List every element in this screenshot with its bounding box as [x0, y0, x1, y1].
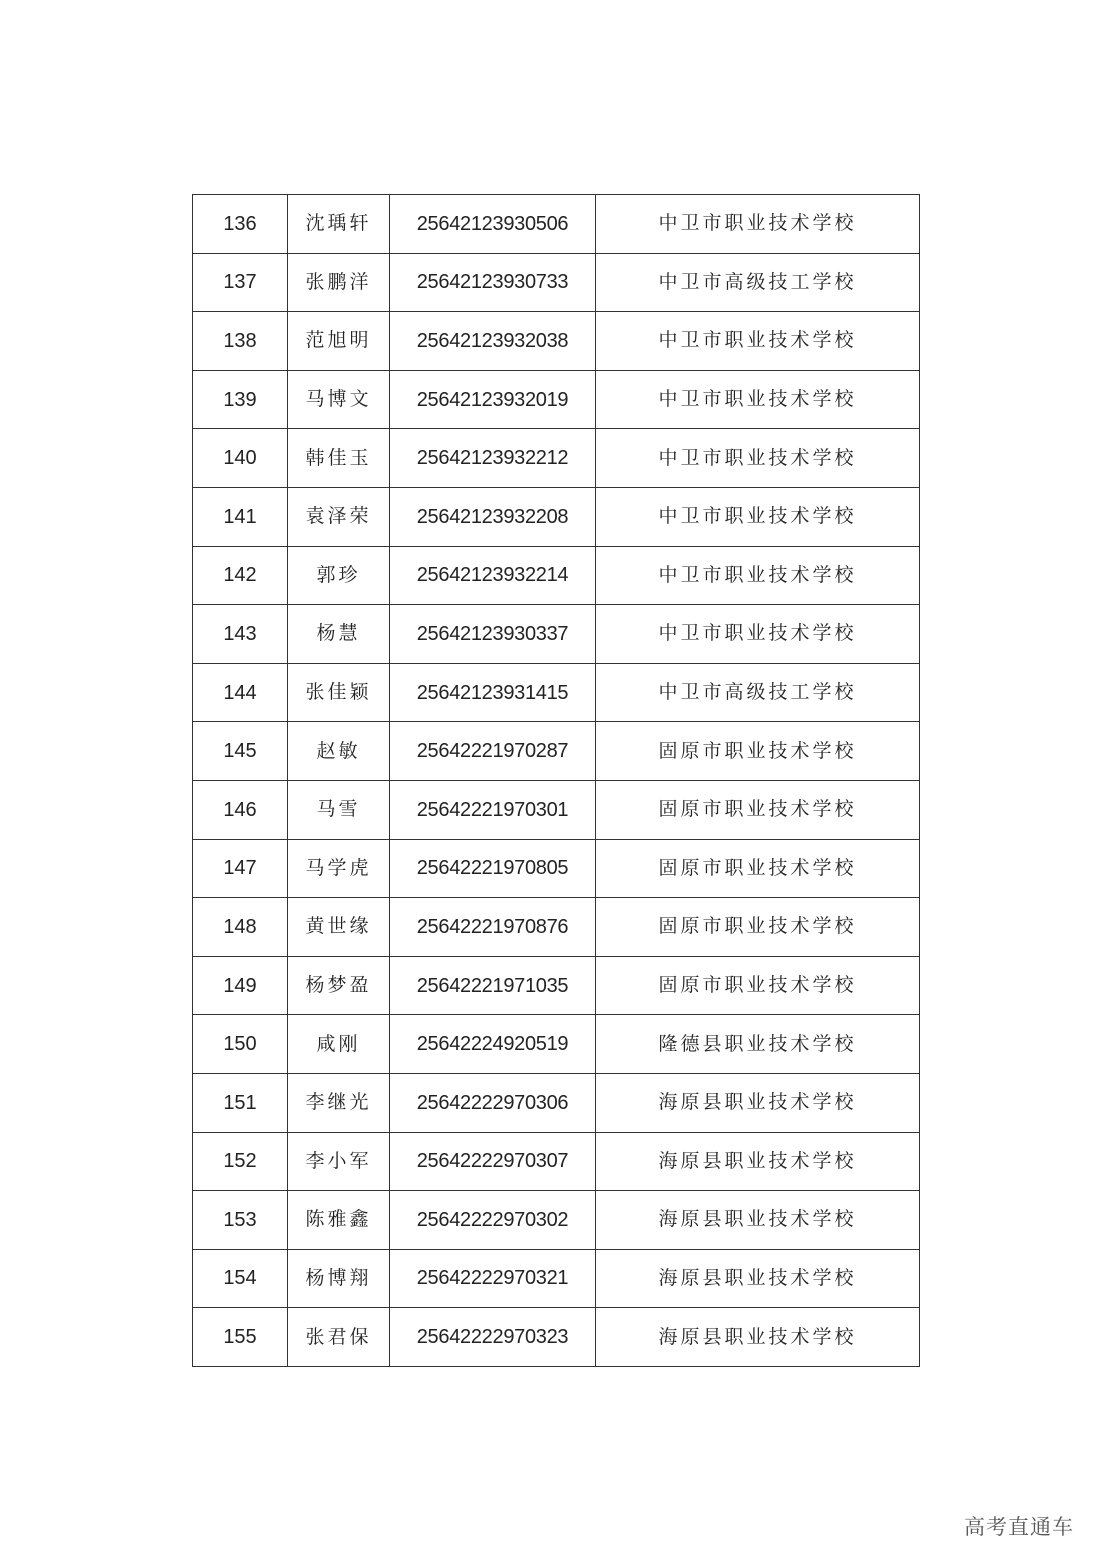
school-name-cell: 海原县职业技术学校: [596, 1073, 920, 1132]
table-row: [193, 780, 920, 839]
exam-id-cell: 25642123932212: [390, 429, 596, 488]
row-number-cell: 143: [193, 605, 288, 664]
school-name-cell: 隆德县职业技术学校: [596, 1015, 920, 1074]
table-row: [193, 1249, 920, 1308]
student-name-cell: 陈雅鑫: [288, 1191, 390, 1250]
student-name-cell: 马学虎: [288, 839, 390, 898]
student-name-cell: 杨博翔: [288, 1249, 390, 1308]
school-name-cell: 海原县职业技术学校: [596, 1308, 920, 1367]
row-number-cell: 140: [193, 429, 288, 488]
table-row: [193, 956, 920, 1015]
table-row: [193, 312, 920, 371]
row-number-cell: 145: [193, 722, 288, 781]
table-row: [193, 605, 920, 664]
school-name-cell: 固原市职业技术学校: [596, 722, 920, 781]
exam-id-cell: 25642222970302: [390, 1191, 596, 1250]
school-name-cell: 海原县职业技术学校: [596, 1249, 920, 1308]
row-number-cell: 154: [193, 1249, 288, 1308]
exam-id-cell: 25642123932208: [390, 487, 596, 546]
student-name-cell: 张君保: [288, 1308, 390, 1367]
exam-id-cell: 25642221971035: [390, 956, 596, 1015]
student-name-cell: 马博文: [288, 370, 390, 429]
table-row: [193, 1132, 920, 1191]
exam-id-cell: 25642123932038: [390, 312, 596, 371]
exam-id-cell: 25642221970287: [390, 722, 596, 781]
school-name-cell: 海原县职业技术学校: [596, 1191, 920, 1250]
exam-id-cell: 25642123930506: [390, 195, 596, 254]
school-name-cell: 中卫市职业技术学校: [596, 312, 920, 371]
row-number-cell: 142: [193, 546, 288, 605]
table-row: [193, 195, 920, 254]
row-number-cell: 139: [193, 370, 288, 429]
table-row: [193, 1073, 920, 1132]
school-name-cell: 中卫市职业技术学校: [596, 546, 920, 605]
row-number-cell: 153: [193, 1191, 288, 1250]
student-name-cell: 咸刚: [288, 1015, 390, 1074]
school-name-cell: 中卫市高级技工学校: [596, 253, 920, 312]
exam-id-cell: 25642222970307: [390, 1132, 596, 1191]
exam-id-cell: 25642123930337: [390, 605, 596, 664]
table-row: [193, 1191, 920, 1250]
table-row: [193, 839, 920, 898]
table-row: [193, 546, 920, 605]
exam-id-cell: 25642123932019: [390, 370, 596, 429]
student-name-cell: 李继光: [288, 1073, 390, 1132]
school-name-cell: 中卫市职业技术学校: [596, 429, 920, 488]
student-name-cell: 李小军: [288, 1132, 390, 1191]
student-name-cell: 张鹏洋: [288, 253, 390, 312]
row-number-cell: 144: [193, 663, 288, 722]
row-number-cell: 151: [193, 1073, 288, 1132]
school-name-cell: 固原市职业技术学校: [596, 956, 920, 1015]
exam-id-cell: 25642222970306: [390, 1073, 596, 1132]
table-row: [193, 429, 920, 488]
student-name-cell: 袁泽荣: [288, 487, 390, 546]
exam-id-cell: 25642221970805: [390, 839, 596, 898]
school-name-cell: 固原市职业技术学校: [596, 780, 920, 839]
school-name-cell: 固原市职业技术学校: [596, 839, 920, 898]
student-name-cell: 杨梦盈: [288, 956, 390, 1015]
row-number-cell: 136: [193, 195, 288, 254]
school-name-cell: 中卫市高级技工学校: [596, 663, 920, 722]
school-name-cell: 中卫市职业技术学校: [596, 605, 920, 664]
roster-table: [192, 194, 920, 1367]
student-name-cell: 范旭明: [288, 312, 390, 371]
row-number-cell: 152: [193, 1132, 288, 1191]
school-name-cell: 固原市职业技术学校: [596, 898, 920, 957]
row-number-cell: 137: [193, 253, 288, 312]
exam-id-cell: 25642123930733: [390, 253, 596, 312]
watermark: 高考直通车: [964, 1515, 1074, 1539]
row-number-cell: 150: [193, 1015, 288, 1074]
exam-id-cell: 25642221970301: [390, 780, 596, 839]
student-name-cell: 赵敏: [288, 722, 390, 781]
table-row: [193, 370, 920, 429]
exam-id-cell: 25642123931415: [390, 663, 596, 722]
school-name-cell: 中卫市职业技术学校: [596, 195, 920, 254]
roster-table-body: [193, 195, 920, 1367]
row-number-cell: 141: [193, 487, 288, 546]
table-row: [193, 663, 920, 722]
row-number-cell: 147: [193, 839, 288, 898]
student-name-cell: 马雪: [288, 780, 390, 839]
student-name-cell: 张佳颖: [288, 663, 390, 722]
exam-id-cell: 25642123932214: [390, 546, 596, 605]
school-name-cell: 中卫市职业技术学校: [596, 487, 920, 546]
student-name-cell: 沈瑀轩: [288, 195, 390, 254]
table-row: [193, 1015, 920, 1074]
table-row: [193, 1308, 920, 1367]
student-name-cell: 韩佳玉: [288, 429, 390, 488]
row-number-cell: 138: [193, 312, 288, 371]
student-name-cell: 黄世缘: [288, 898, 390, 957]
exam-id-cell: 25642224920519: [390, 1015, 596, 1074]
table-row: [193, 253, 920, 312]
school-name-cell: 中卫市职业技术学校: [596, 370, 920, 429]
row-number-cell: 155: [193, 1308, 288, 1367]
exam-id-cell: 25642221970876: [390, 898, 596, 957]
student-name-cell: 郭珍: [288, 546, 390, 605]
table-row: [193, 487, 920, 546]
row-number-cell: 146: [193, 780, 288, 839]
exam-id-cell: 25642222970321: [390, 1249, 596, 1308]
exam-id-cell: 25642222970323: [390, 1308, 596, 1367]
row-number-cell: 148: [193, 898, 288, 957]
student-name-cell: 杨慧: [288, 605, 390, 664]
row-number-cell: 149: [193, 956, 288, 1015]
table-row: [193, 898, 920, 957]
school-name-cell: 海原县职业技术学校: [596, 1132, 920, 1191]
table-row: [193, 722, 920, 781]
